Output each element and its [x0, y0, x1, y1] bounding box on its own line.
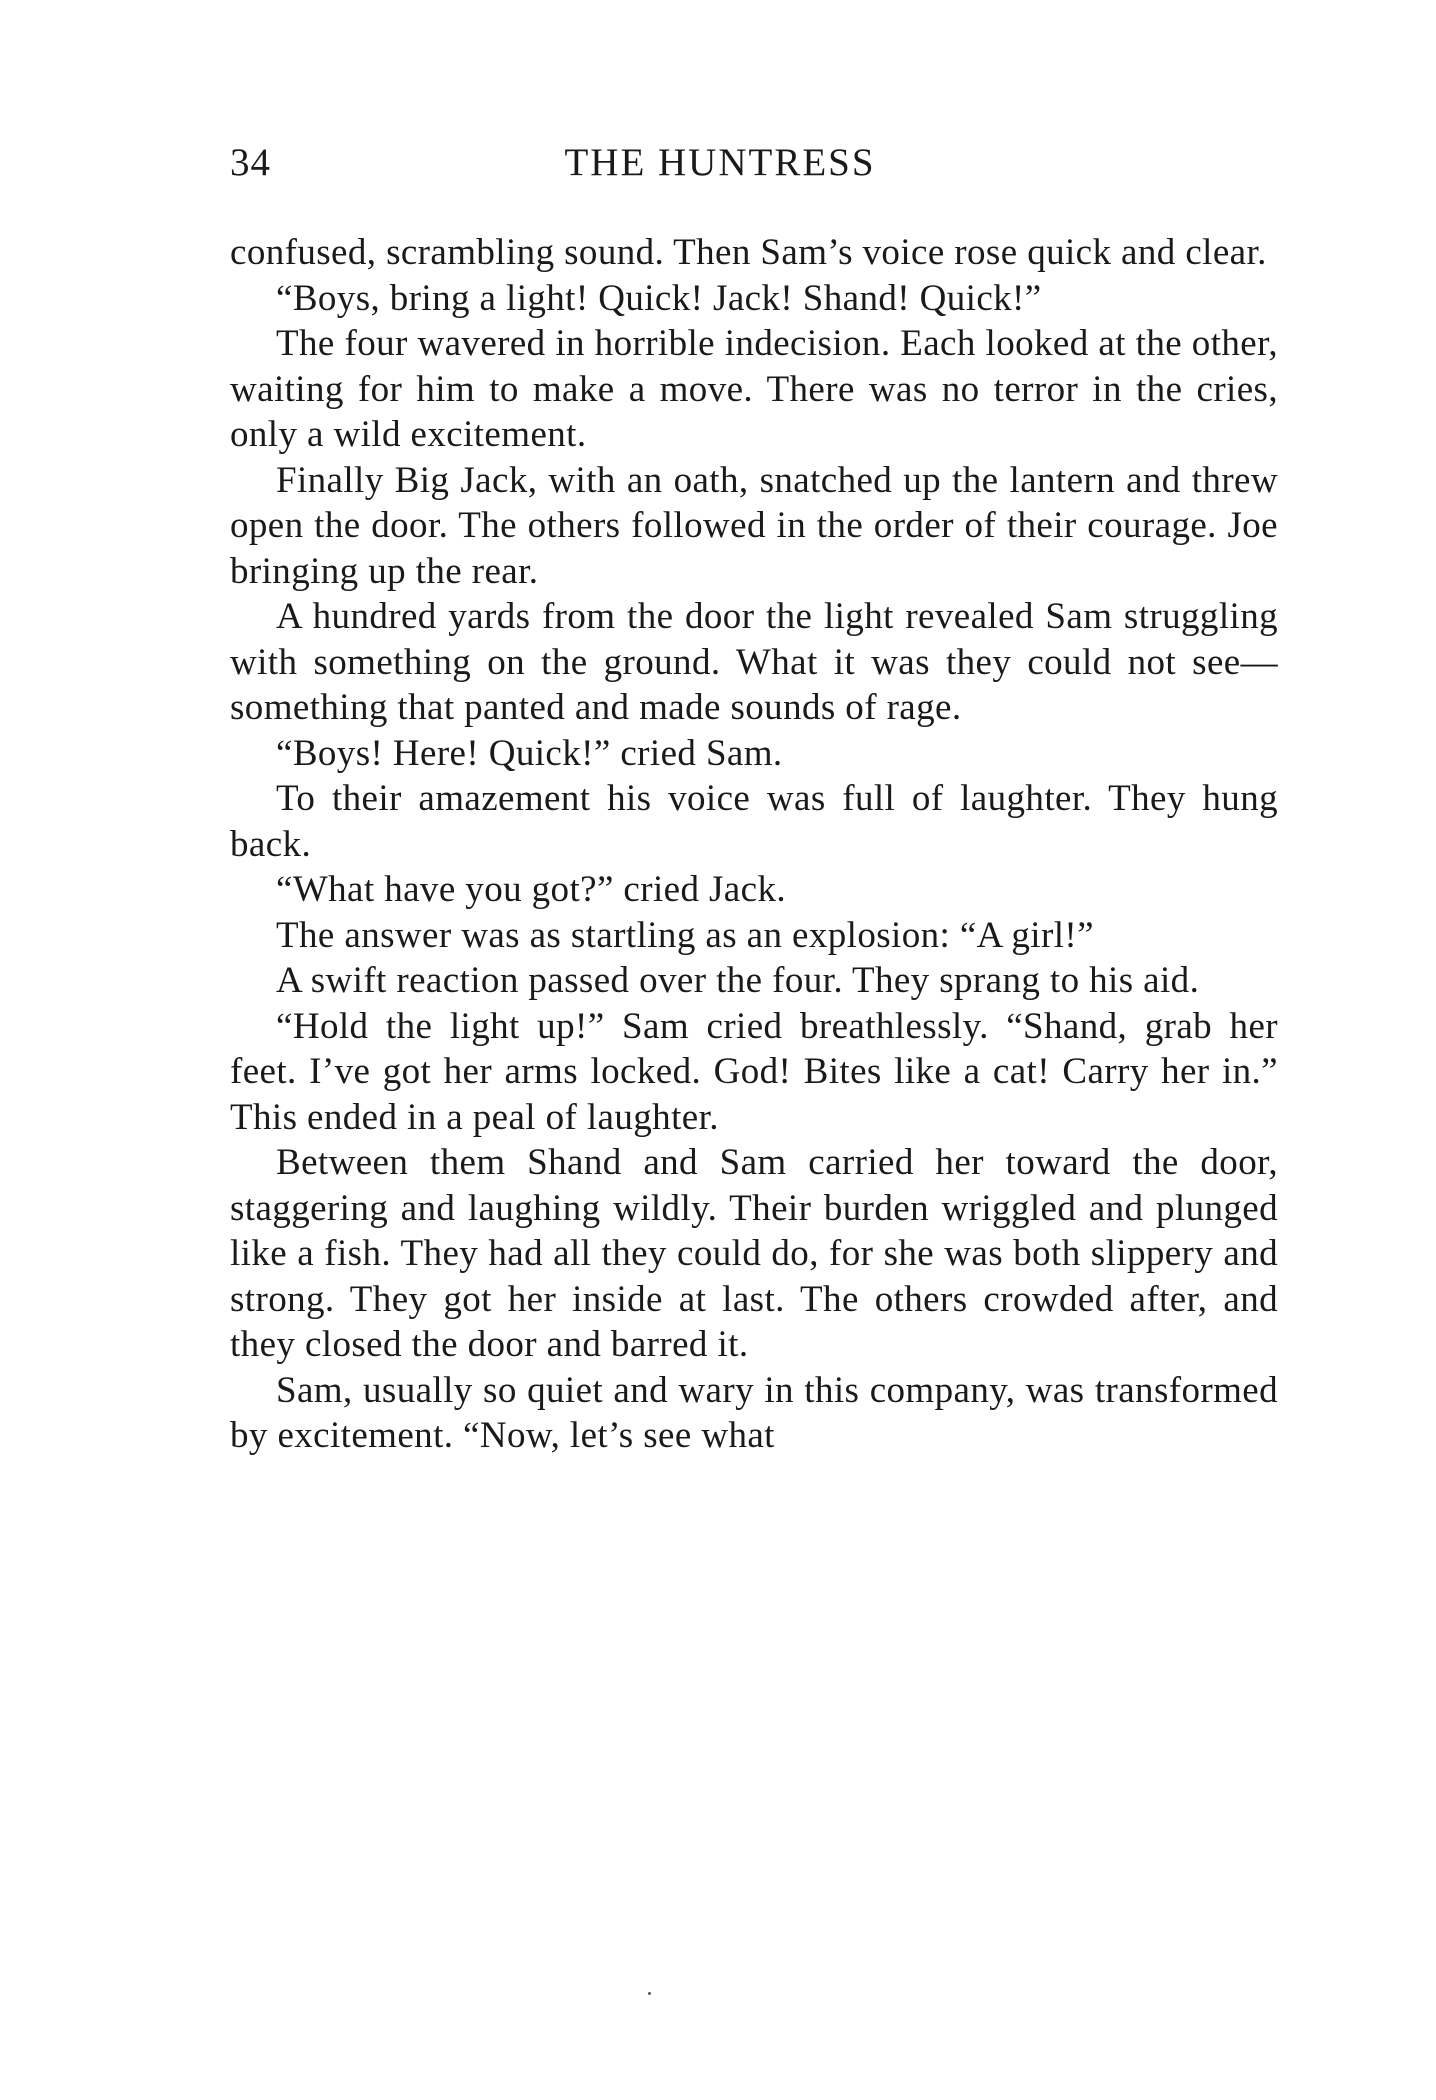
paragraph: Sam, usually so quiet and wary in this company, was transformed by excitement. “Now, let’s see what [230, 1369, 1278, 1456]
paragraph: A hundred yards from the door the light revealed Sam struggling with something on the ground. What it was they could not see—something that panted and made sounds of rage. [230, 596, 1278, 728]
page-header [230, 140, 1280, 192]
paragraph: Between them Shand and Sam carried her toward the door, staggering and laughing wildly. Their burden wriggled and plunged like a fish. They had all they could do, for she was both slippery and strong. They got her inside at last. The others crowded after, and they closed the door and barred it. [230, 1142, 1278, 1365]
running-title: THE HUNTRESS [564, 141, 876, 184]
page-number: 34 [230, 141, 271, 184]
paragraph: A swift reaction passed over the four. They sprang to his aid. [276, 960, 1200, 1001]
paragraph: “Hold the light up!” Sam cried breathlessly. “Shand, grab her feet. I’ve got her arms locked. God! Bites like a cat! Carry her in.” This ended in a peal of laughter. [230, 1005, 1278, 1138]
paragraph: “Boys! Here! Quick!” cried Sam. [276, 732, 783, 774]
body-text [230, 230, 1278, 1459]
paragraph: Finally Big Jack, with an oath, snatched up the lantern and threw open the door. The others followed in the order of their courage. Joe bringing up the rear. [230, 459, 1278, 592]
paragraph: “What have you got?” cried Jack. [276, 869, 787, 910]
paragraph: To their amazement his voice was full of laughter. They hung back. [230, 778, 1278, 865]
paragraph: The four wavered in horrible indecision. Each looked at the other, waiting for him to make a move. There was no terror in the cries, only a wild excitement. [230, 323, 1278, 455]
paragraph: “Boys, bring a light! Quick! Jack! Shand! Quick!” [276, 277, 1042, 319]
paragraph: The answer was as startling as an explosion: “A girl!” [276, 914, 1094, 956]
paragraph: confused, scrambling sound. Then Sam’s voice rose quick and clear. [230, 232, 1267, 273]
print-speck [648, 1992, 651, 1995]
